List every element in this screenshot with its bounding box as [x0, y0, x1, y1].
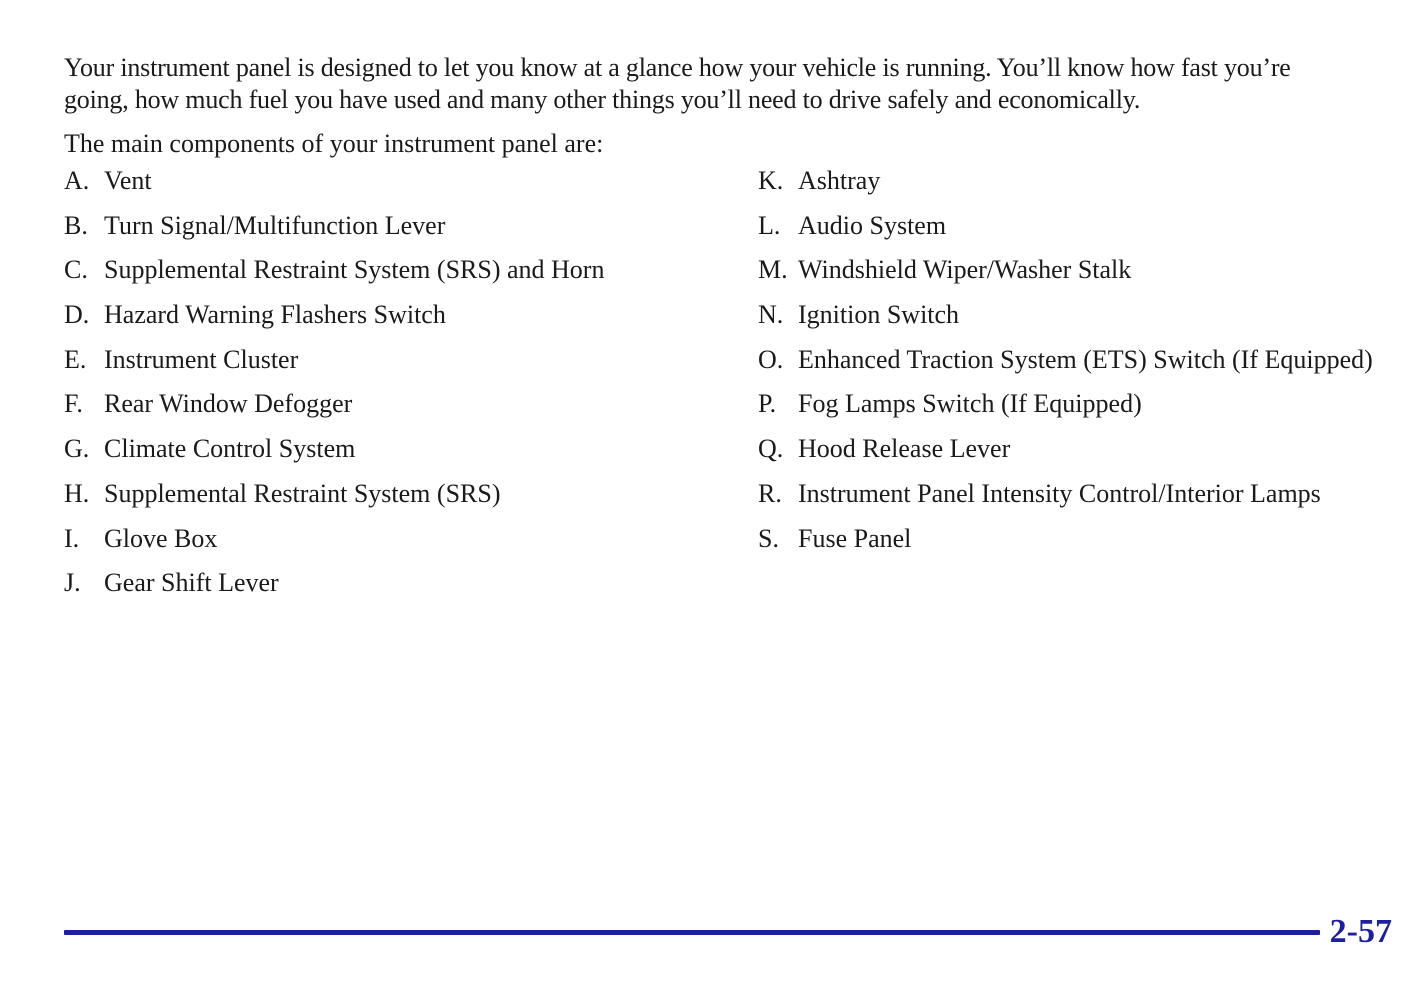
item-letter: L. — [758, 210, 781, 240]
list-item — [64, 567, 724, 599]
item-letter: R. — [758, 478, 782, 508]
item-letter: M. — [758, 255, 788, 285]
item-label: Ashtray — [798, 166, 881, 195]
list-item — [758, 523, 1398, 555]
item-label: Hazard Warning Flashers Switch — [104, 300, 446, 330]
list-item — [758, 210, 1398, 242]
item-label: Glove Box — [104, 523, 218, 553]
list-item — [758, 478, 1398, 510]
item-label: Vent — [104, 166, 152, 195]
item-label: Ignition Switch — [798, 300, 960, 330]
page-number: 2-57 — [1329, 913, 1392, 950]
item-label: Enhanced Traction System (ETS) Switch (If Equipped) — [798, 344, 1373, 374]
item-label: Instrument Panel Intensity Control/Interior Lamps — [798, 478, 1321, 508]
components-list-left — [64, 165, 724, 612]
list-item — [64, 433, 724, 465]
item-label: Climate Control System — [104, 434, 356, 464]
list-item — [758, 433, 1398, 465]
item-label: Instrument Cluster — [104, 344, 299, 374]
components-lead: The main components of your instrument panel are: — [64, 129, 604, 158]
list-item — [758, 344, 1398, 376]
item-letter: K. — [758, 166, 784, 195]
item-label: Supplemental Restraint System (SRS) and Horn — [104, 255, 605, 285]
item-letter: E. — [64, 344, 87, 374]
list-item — [64, 299, 724, 331]
item-letter: P. — [758, 389, 777, 419]
item-label: Gear Shift Lever — [104, 568, 279, 598]
list-item — [64, 523, 724, 555]
list-item — [758, 254, 1398, 286]
components-list-right — [758, 165, 1398, 567]
item-letter: B. — [64, 210, 88, 240]
item-letter: A. — [64, 166, 90, 195]
item-label: Rear Window Defogger — [104, 389, 353, 419]
item-letter: N. — [758, 300, 784, 330]
list-item — [64, 165, 724, 197]
list-item — [64, 210, 724, 242]
item-label: Windshield Wiper/Washer Stalk — [798, 255, 1132, 285]
item-label: Supplemental Restraint System (SRS) — [104, 478, 501, 508]
list-item — [64, 478, 724, 510]
list-item — [758, 165, 1398, 197]
item-label: Turn Signal/Multifunction Lever — [104, 210, 446, 240]
item-label: Audio System — [798, 210, 947, 240]
list-item — [758, 299, 1398, 331]
item-letter: G. — [64, 434, 90, 464]
intro-paragraph: Your instrument panel is designed to let you know at a glance how your vehicle is running. You’ll know how fast you’re going, how much fuel you have used and many other things you’ll need to drive safely and economically. — [64, 53, 1291, 114]
list-item — [64, 254, 724, 286]
item-letter: F. — [64, 389, 83, 419]
item-letter: O. — [758, 344, 784, 374]
item-letter: I. — [64, 523, 80, 553]
footer-rule — [64, 930, 1320, 935]
list-item — [64, 344, 724, 376]
item-letter: S. — [758, 523, 779, 553]
list-item — [64, 388, 724, 420]
item-label: Fuse Panel — [798, 523, 912, 553]
item-letter: C. — [64, 255, 88, 285]
list-item — [758, 388, 1398, 420]
item-label: Fog Lamps Switch (If Equipped) — [798, 389, 1142, 419]
item-letter: H. — [64, 478, 90, 508]
item-label: Hood Release Lever — [798, 434, 1011, 464]
item-letter: D. — [64, 300, 90, 330]
item-letter: Q. — [758, 434, 784, 464]
item-letter: J. — [64, 568, 81, 598]
